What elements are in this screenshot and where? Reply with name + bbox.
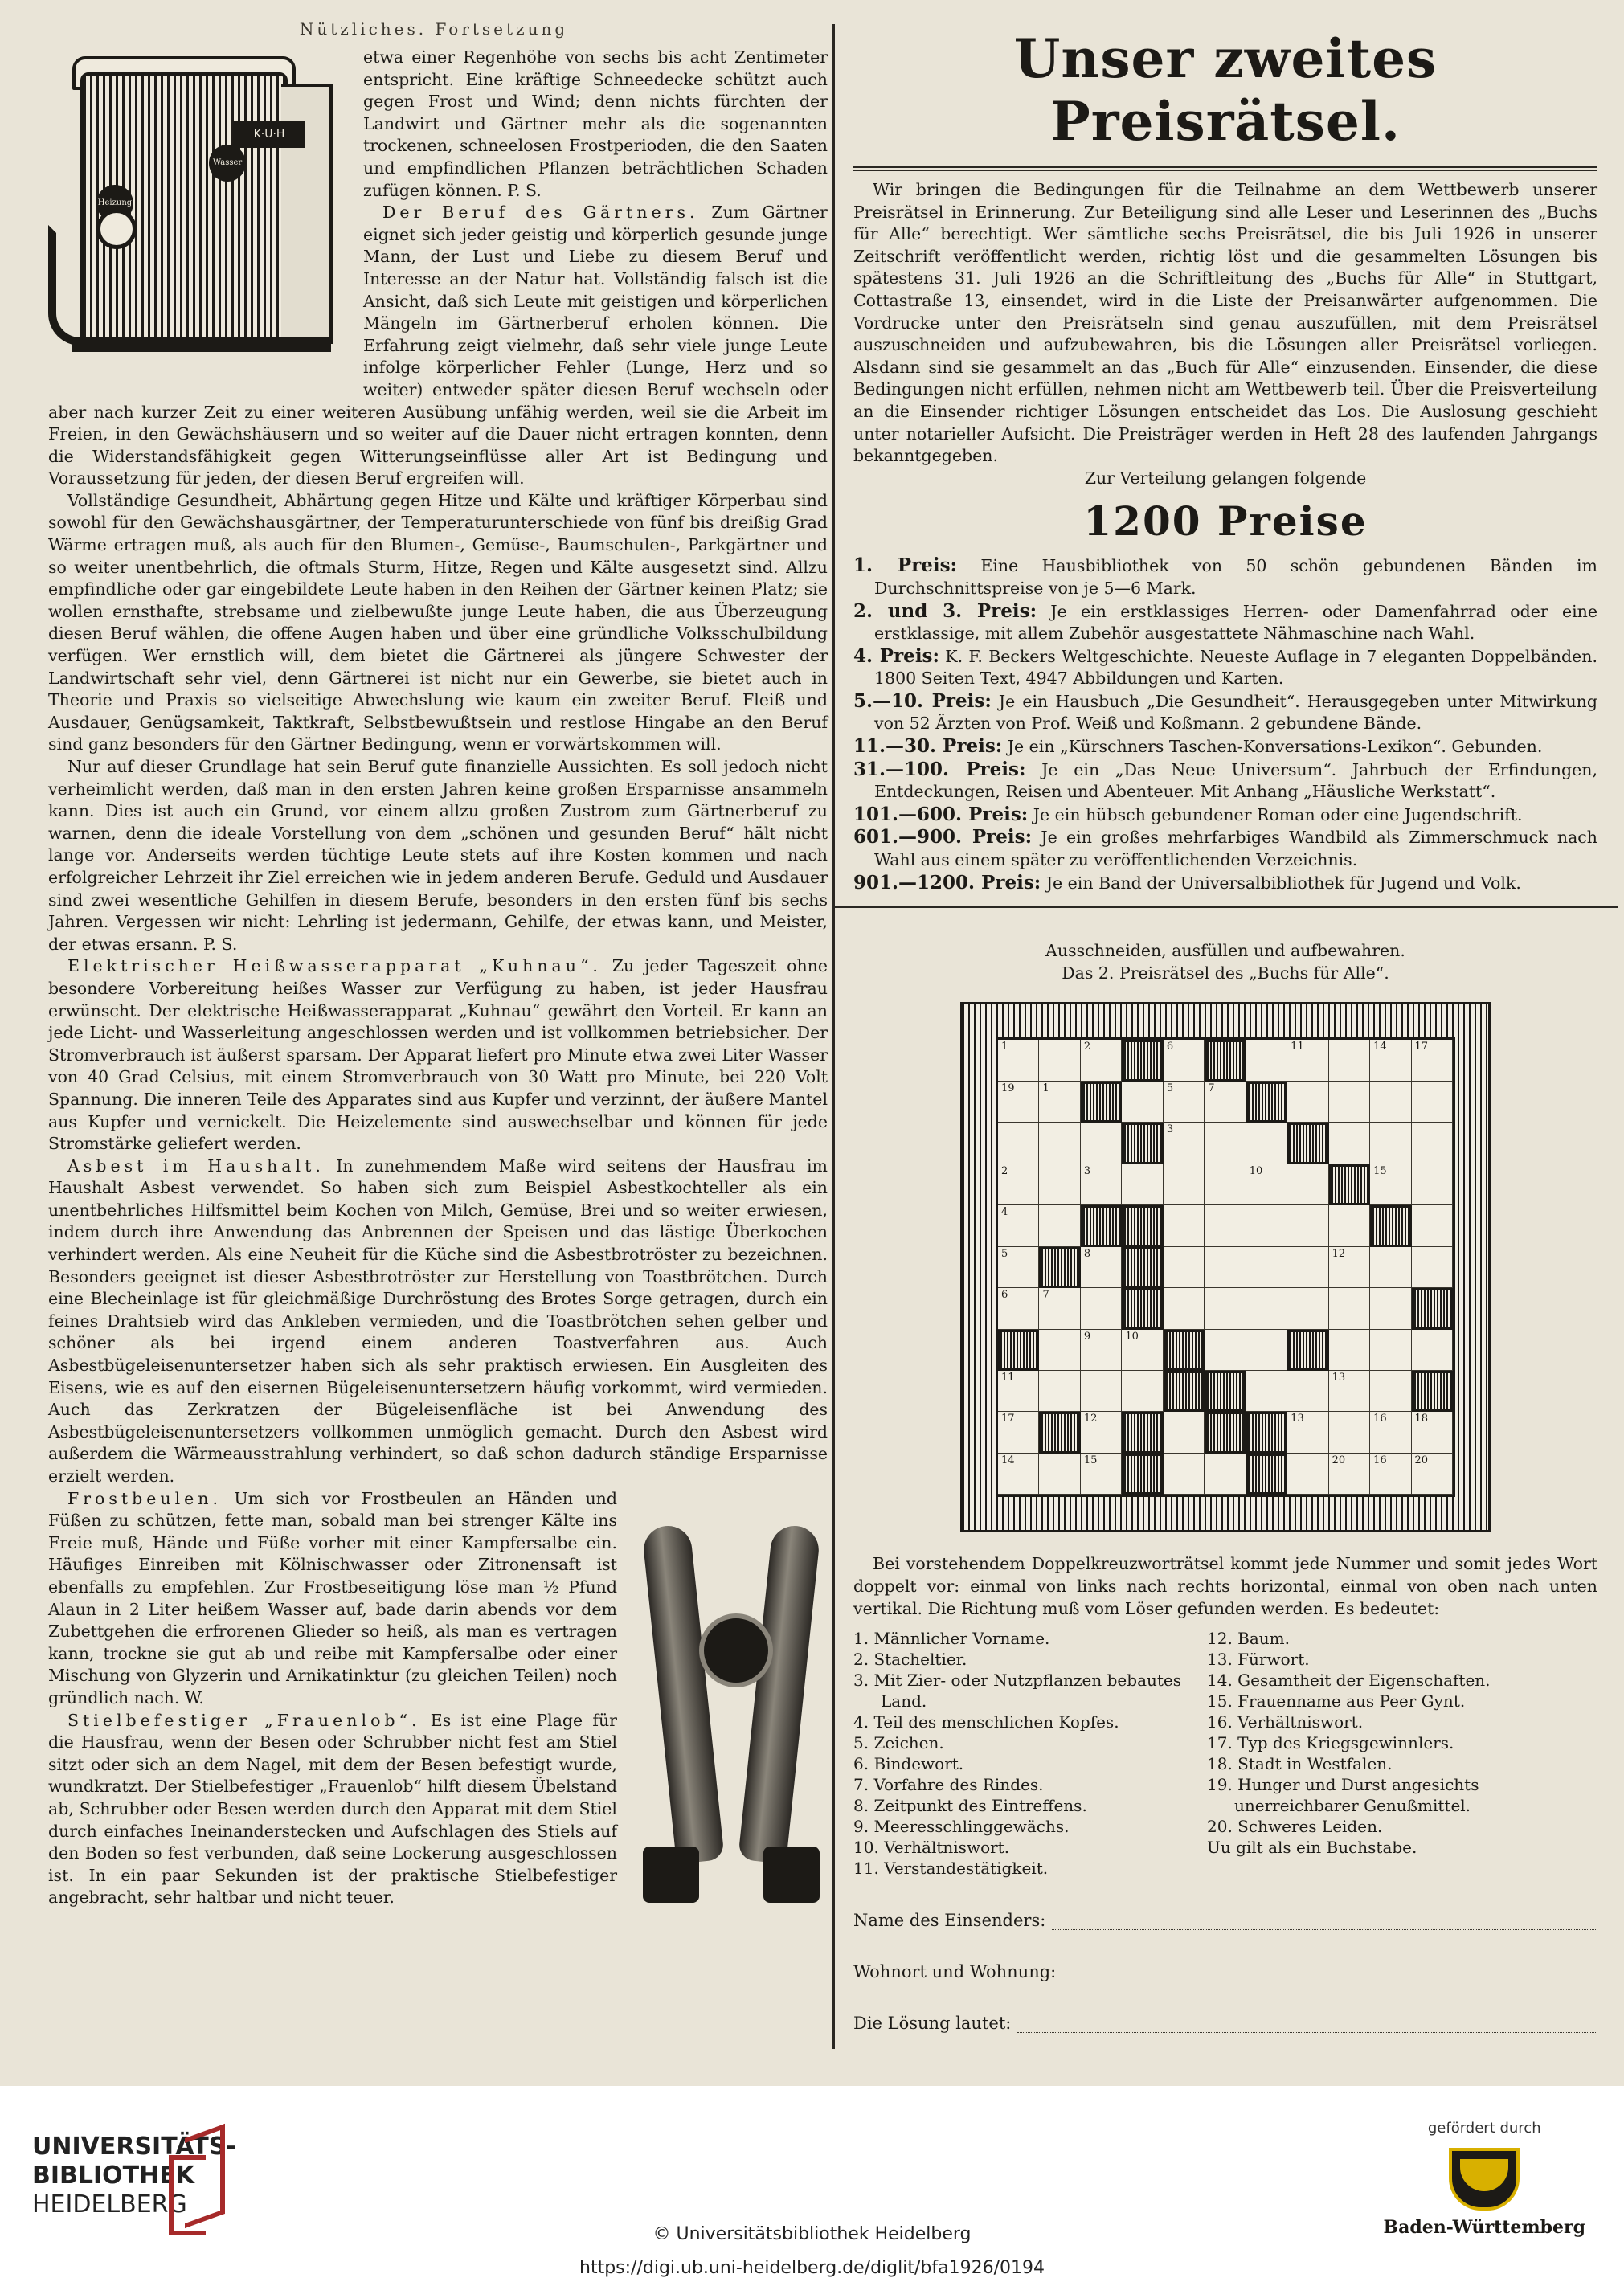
distribution-line: Zur Verteilung gelangen folgende <box>1084 468 1367 488</box>
crossword-black-cell <box>1205 1412 1246 1453</box>
crossword-cell[interactable] <box>1039 1330 1080 1371</box>
form-name-row <box>853 1911 1597 1930</box>
cell-number: 10 <box>1125 1330 1139 1343</box>
prize-frame-rule <box>832 906 1618 908</box>
cell-number: 1 <box>1001 1041 1008 1053</box>
funded-label: gefördert durch <box>1427 2120 1541 2137</box>
crossword-cell[interactable] <box>1412 1205 1453 1246</box>
crossword-cell[interactable] <box>1412 1040 1453 1081</box>
ub-logo-mark-icon <box>169 2131 225 2227</box>
prize-text: Je ein hübsch gebundener Roman oder eine Jugendschrift. <box>1033 804 1523 824</box>
cell-number: 13 <box>1332 1372 1346 1384</box>
prize-label: 2. und 3. Preis: <box>853 599 1037 622</box>
gardener-heading: Der Beruf des Gärtners. <box>382 202 699 223</box>
crossword-cell[interactable] <box>1246 1123 1287 1164</box>
prize-label: 101.—600. Preis: <box>853 803 1029 825</box>
crossword-cell[interactable] <box>1081 1454 1122 1495</box>
crossword-cell[interactable] <box>1205 1123 1246 1164</box>
crossword-cell[interactable] <box>1081 1330 1122 1371</box>
crossword-cell[interactable] <box>1329 1205 1370 1246</box>
clue-item: 1. Männlicher Vorname. <box>853 1629 1050 1649</box>
crossword-black-cell <box>1122 1205 1163 1246</box>
crossword-inner <box>996 1037 1455 1497</box>
cell-number: 17 <box>1001 1413 1015 1425</box>
clue-item: 10. Verhältniswort. <box>853 1838 1010 1858</box>
cell-number: 7 <box>1042 1289 1049 1302</box>
puzzle-instructions: Bei vorstehendem Doppelkreuzworträtsel kommt jede Nummer und somit jedes Wort doppelt vor: einmal von links nach rechts horizontal, einmal von oben nach unten vertikal. Die Richtung muß vom Löser gefunden werden. Es bedeutet: <box>853 1554 1597 1618</box>
crossword-cell[interactable] <box>1412 1247 1453 1288</box>
prize-label: 901.—1200. Preis: <box>853 871 1041 894</box>
form-name-label: Name des Einsenders: <box>853 1911 1046 1931</box>
clue-item: 8. Zeitpunkt des Eintreffens. <box>853 1796 1087 1816</box>
cell-number: 14 <box>1373 1041 1387 1053</box>
crossword-black-cell <box>1122 1247 1163 1288</box>
handle-clamp-illustration <box>635 1493 828 1911</box>
clue-item: 9. Meeresschlinggewächs. <box>853 1817 1070 1837</box>
crossword-cell[interactable] <box>1081 1371 1122 1412</box>
clue-item: 15. Frauenname aus Peer Gynt. <box>1207 1691 1466 1712</box>
prize-item <box>853 826 1597 871</box>
crossword-cell[interactable] <box>1246 1205 1287 1246</box>
cell-number: 11 <box>1001 1372 1015 1384</box>
clamp-foot-right <box>763 1847 820 1903</box>
crossword-cell[interactable] <box>1205 1330 1246 1371</box>
crossword-black-cell <box>1287 1330 1328 1371</box>
cell-number: 4 <box>1001 1206 1008 1219</box>
cell-number: 7 <box>1208 1082 1215 1094</box>
cell-number: 11 <box>1291 1041 1304 1053</box>
prize-item <box>853 690 1597 735</box>
crossword-cell[interactable] <box>1164 1040 1205 1081</box>
prize-text: Je ein Hausbuch „Die Gesundheit“. Herausgegeben unter Mitwirkung von 52 Ärzten von Prof. Weiß und Koßmann. 2 gebundene Bände. <box>874 691 1597 734</box>
cell-number: 12 <box>1332 1247 1346 1260</box>
prize-text: Je ein erstklassiges Herren- oder Damenfahrrad oder eine erstklassige, mit allem Zubehör ausgestattete Nähmaschine nach Wahl. <box>874 601 1597 644</box>
heater-badge-heating: Heizung <box>96 185 133 222</box>
cell-number: 16 <box>1373 1413 1387 1425</box>
cell-number: 15 <box>1373 1164 1387 1177</box>
crossword-black-cell <box>1412 1371 1453 1412</box>
crossword-cell[interactable] <box>1164 1412 1205 1453</box>
crossword-black-cell <box>1122 1040 1163 1081</box>
prize-label: 4. Preis: <box>853 644 939 667</box>
clamp-foot-left <box>643 1847 699 1903</box>
crossword-cell[interactable] <box>1412 1454 1453 1495</box>
column-rule <box>832 24 835 2049</box>
cell-number: 15 <box>1083 1454 1098 1466</box>
crossword-cell[interactable] <box>1287 1205 1328 1246</box>
prize-item <box>853 645 1597 690</box>
running-head: Nützliches. Fortsetzung <box>299 19 569 39</box>
crossword-black-cell <box>1370 1205 1411 1246</box>
crossword-black-cell <box>1412 1288 1453 1329</box>
clue-item: 5. Zeichen. <box>853 1733 944 1753</box>
clue-item: 20. Schweres Leiden. <box>1207 1817 1383 1837</box>
crossword-cell[interactable] <box>1039 1288 1080 1329</box>
clues-right <box>1207 1628 1561 1879</box>
prize-label: 11.—30. Preis: <box>853 735 1003 758</box>
crossword-cell[interactable] <box>1164 1288 1205 1329</box>
heater-base <box>72 337 331 352</box>
crossword-black-cell <box>1205 1040 1246 1081</box>
crossword-cell[interactable] <box>1287 1288 1328 1329</box>
prize-list <box>853 554 1597 894</box>
title-rule <box>853 166 1597 171</box>
crossword-cell[interactable] <box>1164 1123 1205 1164</box>
crossword-cell[interactable] <box>1329 1288 1370 1329</box>
prize-text: Je ein „Kürschners Taschen-Konversations-Lexikon“. Gebunden. <box>1007 737 1543 757</box>
puzzle-caption: Das 2. Preisrätsel des „Buchs für Alle“. <box>1062 963 1389 983</box>
crossword-black-cell <box>1287 1123 1328 1164</box>
crossword-cell[interactable] <box>1122 1164 1163 1205</box>
asbestos-body: In zunehmendem Maße wird seitens der Hausfrau im Haushalt Asbest verwendet. So haben sich zum Beispiel Asbestkochteller als ein unentbehrliches Hilfsmittel beim Kochen von Milch, Gemüse, Brei und so weiter erwiesen, indem durch ihre Anwendung das Anbrennen der Speisen und das lästige Überkochen verhindert werden. Als eine Neuheit für die Küche sind die Asbestbrotröster zu bezeichnen. Besonders geeignet ist dieser Asbestbrotröster zur Herstellung von Toastbrötchen. Durch eine Blecheinlage ist für gleichmäßige Durchröstung des Brotes Sorge getragen, durch ein feines Drahtsieb wird das Ankleben vermieden, und die Toastbrötchen sehen gelber und schöner als bei irgend einem anderen Toastverfahren aus. Auch Asbestbügeleisenuntersetzer haben sich als sehr praktisch erwiesen. Ein Ausgleiten des Eisens, wie es auf den eisernen Bügeleisenuntersetzern häufig vorkommt, wird vermieden. Auch das Zerkratzen der Bügeleisenfläche ist bei Anwendung des Asbestbügeleisenuntersetzers vollkommen unmöglich gemacht. Durch den Asbest wird außerdem die Wärmeausstrahlung verhindert, so daß schon dadurch ständige Ersparnisse erzielt werden. <box>48 1155 828 1486</box>
handle-fastener-body: Es ist eine Plage für die Hausfrau, wenn der Besen oder Schrubber nicht fest am Stiel sitzt oder sich an dem Nagel, mit dem der Besen befestigt wurde, wundkratzt. Der Stielbefestiger „Frauenlob“ hilft diesem Übelstand ab, Schrubber oder Besen werden durch den Apparat mit dem Stiel durch einfaches Ineinanderstecken und Aufschlagen des Stiels auf den Boden so fest verbunden, daß seine Lockerung ausgeschlossen ist. In ein paar Sekunden ist der praktische Stielbefestiger angebracht, sehr haltbar und nicht teuer. <box>48 1710 617 1908</box>
crossword-cell[interactable] <box>1246 1330 1287 1371</box>
crossword-cell[interactable] <box>1329 1330 1370 1371</box>
prize-item <box>853 554 1597 599</box>
clue-item: 3. Mit Zier- oder Nutzpflanzen bebautes Land. <box>853 1671 1182 1712</box>
prize-text: Je ein großes mehrfarbiges Wandbild als Zimmerschmuck nach Wahl aus einem später zu veröffentlichenden Verzeichnis. <box>874 828 1597 870</box>
asbestos-section <box>48 1155 828 1488</box>
clue-item: 14. Gesamtheit der Eigenschaften. <box>1207 1671 1491 1691</box>
crossword-cell[interactable] <box>1412 1123 1453 1164</box>
clamp-arm-left <box>641 1523 725 1864</box>
conditions-text: Wir bringen die Bedingungen für die Teilnahme an dem Wettbewerb unserer Preisrätsel in Erinnerung. Zur Beteiligung sind alle Leser und Leserinnen des „Buchs für Alle“ berechtigt. Wer sämtliche sechs Preisrätsel, die bis Juli 1926 in unserer Zeitschrift veröffentlicht werden, richtig löst und die gesammelten Lösungen bis spätestens 31. Juli 1926 an die Schriftleitung des „Buchs für Alle“ in Stuttgart, Cottastraße 13, einsendet, wird in die Liste der Preisanwärter aufgenommen. Die Vordrucke unter den Preisrätseln sind genau auszufüllen, mit dem Preisrätsel auszuschneiden und aufzubewahren, bis die Lösungen aller Preisrätsel vorliegen. Alsdann sind sie gesammelt an das „Buch für Alle“ einzusenden. Einsender, die diese Bedingungen nicht erfüllen, nehmen nicht am Wettbewerb teil. Über die Preisverteilung an die Einsender richtiger Lösungen entscheidet das Los. Die Auslosung geschieht unter notarieller Aufsicht. Die Preisträger werden in Heft 28 des laufenden Jahrgangs bekanntgegeben. <box>853 180 1597 466</box>
crossword-cell[interactable] <box>998 1040 1039 1081</box>
library-footer <box>0 2086 1624 2277</box>
cell-number: 2 <box>1001 1164 1008 1177</box>
clue-item: Uu gilt als ein Buchstabe. <box>1207 1838 1417 1858</box>
cell-number: 8 <box>1083 1247 1091 1260</box>
crossword-cell[interactable] <box>1246 1288 1287 1329</box>
crossword-cell[interactable] <box>998 1082 1039 1123</box>
crossword-cell[interactable] <box>1329 1412 1370 1453</box>
crossword-cell[interactable] <box>1039 1164 1080 1205</box>
crossword-cell[interactable] <box>998 1288 1039 1329</box>
crossword-cell[interactable] <box>1370 1123 1411 1164</box>
prize-text: K. F. Beckers Weltgeschichte. Neueste Auflage in 7 eleganten Doppelbänden. 1800 Seiten Text, 4947 Abbildungen und Karten. <box>874 646 1597 689</box>
cell-number: 13 <box>1291 1413 1304 1425</box>
crossword-cell[interactable] <box>1370 1288 1411 1329</box>
heater-badge-water: Wasser <box>209 145 246 182</box>
prize-item <box>853 600 1597 645</box>
clue-item: 2. Stacheltier. <box>853 1650 967 1670</box>
crossword-cell[interactable] <box>998 1164 1039 1205</box>
crossword-cell[interactable] <box>1370 1330 1411 1371</box>
prize-label: 5.—10. Preis: <box>853 689 992 712</box>
crossword-cell[interactable] <box>1164 1164 1205 1205</box>
crossword-black-cell <box>1164 1330 1205 1371</box>
crossword-black-cell <box>1081 1205 1122 1246</box>
crossword-cell[interactable] <box>1081 1288 1122 1329</box>
crossword-black-cell <box>1039 1412 1080 1453</box>
heater-heading: Elektrischer Heißwasserapparat „Kuhnau“. <box>67 956 602 976</box>
crossword-cell[interactable] <box>1205 1247 1246 1288</box>
left-column <box>48 47 828 1917</box>
crossword-cell[interactable] <box>1246 1164 1287 1205</box>
crossword-cell[interactable] <box>1205 1164 1246 1205</box>
crossword-black-cell <box>1039 1247 1080 1288</box>
clue-item: 4. Teil des menschlichen Kopfes. <box>853 1712 1119 1732</box>
crossword-cell[interactable] <box>998 1205 1039 1246</box>
form-name-blank <box>1052 1913 1597 1930</box>
crossword-cell[interactable] <box>998 1123 1039 1164</box>
clue-item: 18. Stadt in Westfalen. <box>1207 1754 1393 1774</box>
crossword-black-cell <box>1205 1371 1246 1412</box>
crossword-cell[interactable] <box>1081 1040 1122 1081</box>
clue-item: 6. Bindewort. <box>853 1754 964 1774</box>
crossword-cell[interactable] <box>1329 1454 1370 1495</box>
state-crest-icon <box>1449 2148 1520 2211</box>
cell-number: 20 <box>1414 1454 1429 1466</box>
crossword-cell[interactable] <box>1287 1082 1328 1123</box>
frostbite-heading: Frostbeulen. <box>67 1488 222 1508</box>
clue-list <box>853 1628 1597 1879</box>
clues-left <box>853 1628 1183 1879</box>
crossword-cell[interactable] <box>1412 1082 1453 1123</box>
cell-number: 6 <box>1166 1041 1174 1053</box>
crossword-cell[interactable] <box>1246 1247 1287 1288</box>
finance-paragraph: Nur auf dieser Grundlage hat sein Beruf gute finanzielle Aussichten. Es soll jedoch nicht verheimlicht werden, daß man in den ersten Jahren keine großen Ersparnisse ansammeln kann. Dies ist auch ein Grund, vor einem allzu großen Zustrom zum Gärtnerberuf zu warnen, denn die ideale Vorstellung von dem „schönen und gesunden Beruf“ hält nicht lange vor. Anderseits werden tüchtige Leute stets auf ihre Kosten kommen und nach erfolgreicher Lehrzeit ihr Ziel erreichen wie in jedem anderen Berufe. Geduld und Ausdauer sind zwei wesentliche Gehilfen in diesem Berufe, besonders in den ersten fünf bis sechs Jahren. Vergessen wir nicht: Lehrling ist jedermann, Gehilfe, der etwas kann, und Meister, der etwas ersann. P. S. <box>48 757 828 954</box>
clue-item: 13. Fürwort. <box>1207 1650 1310 1670</box>
cell-number: 3 <box>1166 1123 1174 1136</box>
crossword-cell[interactable] <box>1287 1040 1328 1081</box>
crossword-puzzle <box>960 1002 1491 1532</box>
crossword-cell[interactable] <box>1329 1040 1370 1081</box>
puzzle-title: Unser zweites Preisrätsel. <box>1013 27 1438 153</box>
form-address-row <box>853 1962 1597 1981</box>
crossword-cell[interactable] <box>998 1371 1039 1412</box>
crossword-black-cell <box>1122 1288 1163 1329</box>
prize-label: 1. Preis: <box>853 554 958 577</box>
crossword-cell[interactable] <box>1370 1247 1411 1288</box>
crossword-cell[interactable] <box>998 1454 1039 1495</box>
crossword-black-cell <box>1122 1412 1163 1453</box>
crossword-cell[interactable] <box>1205 1288 1246 1329</box>
crossword-cell[interactable] <box>1039 1454 1080 1495</box>
cell-number: 6 <box>1001 1289 1008 1302</box>
crossword-black-cell <box>1122 1123 1163 1164</box>
clamp-hinge <box>699 1613 773 1687</box>
cell-number: 5 <box>1166 1082 1174 1094</box>
gardener-body: Zum Gärtner eignet sich jeder geistig und körperlich gesunde junge Mann, der Lust und Liebe zu diesem Beruf und Interesse an der Natur hat. Vollständig falsch ist die Ansicht, daß sich Leute mit geistigen und körperlichen Mängeln im Gärtnerberuf erholen können. Die Erfahrung zeigt vielmehr, daß sehr viele junge Leute infolge körperlicher Fehler (Lunge, Herz und so weiter) entweder später diesen Beruf wechseln oder aber nach kurzer Zeit zu einer weiteren Ausübung unfähig werden, weil sie die Arbeit im Freien, in den Gewächshäusern und so weiter auf die Dauer nicht ertragen konnten, denn die Widerstandsfähigkeit gegen Witterungseinflüsse aller Art ist Bedingung und Voraussetzung für jeden, der diesen Beruf ergreifen will. <box>48 202 828 489</box>
prize-item <box>853 759 1597 804</box>
prize-text: Eine Hausbibliothek von 50 schön gebundenen Bänden im Durchschnittspreise von je 5—6 Mark. <box>874 556 1597 598</box>
crossword-cell[interactable] <box>998 1412 1039 1453</box>
crossword-cell[interactable] <box>1081 1123 1122 1164</box>
heater-knob <box>96 209 137 249</box>
crossword-cell[interactable] <box>1164 1454 1205 1495</box>
crossword-cell[interactable] <box>1122 1371 1163 1412</box>
crossword-cell[interactable] <box>1205 1082 1246 1123</box>
clue-item: 12. Baum. <box>1207 1629 1290 1649</box>
asbestos-heading: Asbest im Haushalt. <box>67 1155 325 1176</box>
crossword-cell[interactable] <box>1287 1454 1328 1495</box>
crossword-cell[interactable] <box>1412 1330 1453 1371</box>
prize-item <box>853 804 1597 827</box>
crossword-cell[interactable] <box>1370 1412 1411 1453</box>
crossword-cell[interactable] <box>1329 1082 1370 1123</box>
form-address-blank <box>1062 1965 1597 1981</box>
prize-item <box>853 735 1597 759</box>
crossword-cell[interactable] <box>1370 1040 1411 1081</box>
handle-fastener-heading: Stielbefestiger „Frauenlob“. <box>67 1710 421 1730</box>
clue-item: 16. Verhältniswort. <box>1207 1712 1364 1732</box>
crossword-cell[interactable] <box>1039 1371 1080 1412</box>
crossword-cell[interactable] <box>1039 1082 1080 1123</box>
crossword-cell[interactable] <box>1164 1082 1205 1123</box>
crossword-cell[interactable] <box>1039 1040 1080 1081</box>
crossword-cell[interactable] <box>1287 1164 1328 1205</box>
clue-item: 19. Hunger und Durst angesichts unerreichbarer Genußmittel. <box>1207 1775 1479 1816</box>
cut-out-note: Ausschneiden, ausfüllen und aufbewahren. <box>1045 941 1405 961</box>
prize-item <box>853 872 1597 895</box>
crossword-black-cell <box>1122 1454 1163 1495</box>
crossword-cell[interactable] <box>1329 1247 1370 1288</box>
clamp-arm-right <box>738 1523 821 1864</box>
crossword-cell[interactable] <box>1329 1123 1370 1164</box>
prize-label: 601.—900. Preis: <box>853 826 1033 849</box>
right-column <box>853 24 1597 2033</box>
crossword-cell[interactable] <box>1081 1247 1122 1288</box>
prize-text: Je ein Band der Universalbibliothek für Jugend und Volk. <box>1045 873 1521 893</box>
crossword-black-cell <box>1246 1082 1287 1123</box>
crossword-cell[interactable] <box>1164 1247 1205 1288</box>
prize-text: Je ein „Das Neue Universum“. Jahrbuch der Erfindungen, Entdeckungen, Reisen und Abenteuer. Mit Anhang „Häusliche Werkstatt“. <box>874 759 1597 802</box>
cell-number: 14 <box>1001 1454 1015 1466</box>
heater-spout <box>48 225 153 346</box>
permalink[interactable]: https://digi.ub.uni-heidelberg.de/diglit/bfa1926/0194 <box>579 2258 1045 2278</box>
crossword-cell[interactable] <box>1081 1412 1122 1453</box>
crossword-grid <box>998 1040 1453 1495</box>
crossword-cell[interactable] <box>1412 1164 1453 1205</box>
clue-item: 11. Verstandestätigkeit. <box>853 1859 1049 1879</box>
crossword-cell[interactable] <box>1287 1247 1328 1288</box>
crossword-cell[interactable] <box>1246 1371 1287 1412</box>
prize-label: 31.—100. Preis: <box>853 758 1026 780</box>
crossword-cell[interactable] <box>1205 1454 1246 1495</box>
ub-logo-line-2: BIBLIOTHEK <box>32 2161 194 2190</box>
cell-number: 18 <box>1414 1413 1429 1425</box>
form-solution-blank <box>1017 2016 1597 2033</box>
crossword-cell[interactable] <box>1287 1412 1328 1453</box>
crossword-cell[interactable] <box>1039 1205 1080 1246</box>
clue-item: 17. Typ des Kriegsgewinnlers. <box>1207 1733 1454 1753</box>
form-solution-label: Die Lösung lautet: <box>853 2014 1012 2034</box>
cell-number: 9 <box>1083 1330 1091 1343</box>
cell-number: 10 <box>1249 1164 1263 1177</box>
cell-number: 19 <box>1001 1082 1015 1094</box>
crossword-cell[interactable] <box>1370 1082 1411 1123</box>
crossword-black-cell <box>1081 1082 1122 1123</box>
form-address-label: Wohnort und Wohnung: <box>853 1962 1057 1982</box>
prizes-heading: 1200 Preise <box>1083 497 1368 546</box>
heater-body-text: Zu jeder Tageszeit ohne besondere Vorbereitung heißes Wasser zur Verfügung zu haben, ist jeder Hausfrau erwünscht. Der elektrische Heißwasserapparat „Kuhnau“ gewährt den Vorteil. Er kann an jede Licht- und Wasserleitung angeschlossen werden und ist vollkommen betriebsicher. Der Stromverbrauch ist äußerst sparsam. Der Apparat liefert pro Minute etwa zwei Liter Wasser von 40 Grad Celsius, mit einem Stromverbrauch von 30 Watt pro Minute, bei 220 Volt Spannung. Die inneren Teile des Apparates sind aus Kupfer und verzinnt, der äußere Mantel aus Kupfer und vernickelt. Die Heizelemente sind auswechselbar und können für jede Stromstärke geliefert werden. <box>48 956 828 1154</box>
crossword-cell[interactable] <box>1329 1371 1370 1412</box>
crossword-cell[interactable] <box>1412 1412 1453 1453</box>
crossword-black-cell <box>1246 1454 1287 1495</box>
ub-mark-shape-b <box>185 2124 225 2228</box>
ub-logo-line-3: HEIDELBERG <box>32 2190 187 2219</box>
crossword-cell[interactable] <box>1370 1164 1411 1205</box>
crossword-black-cell <box>998 1330 1039 1371</box>
cell-number: 5 <box>1001 1247 1008 1260</box>
crossword-cell[interactable] <box>1122 1082 1163 1123</box>
crossword-cell[interactable] <box>1370 1454 1411 1495</box>
state-name: Baden-Württemberg <box>1383 2217 1585 2238</box>
crossword-cell[interactable] <box>1370 1371 1411 1412</box>
crossword-black-cell <box>1329 1164 1370 1205</box>
ub-logo-line-1: UNIVERSITÄTS- <box>32 2133 236 2161</box>
heater-section <box>48 955 828 1155</box>
cell-number: 2 <box>1083 1041 1091 1053</box>
heater-logo: K·U·H <box>233 121 305 148</box>
crossword-cell[interactable] <box>1081 1164 1122 1205</box>
copyright-notice: © Universitätsbibliothek Heidelberg <box>652 2224 972 2244</box>
clue-item: 7. Vorfahre des Rindes. <box>853 1775 1044 1795</box>
form-solution-row <box>853 2014 1597 2033</box>
cell-number: 20 <box>1332 1454 1346 1466</box>
crossword-cell[interactable] <box>1287 1371 1328 1412</box>
cell-number: 1 <box>1042 1082 1049 1094</box>
crossword-cell[interactable] <box>1122 1330 1163 1371</box>
crossword-cell[interactable] <box>998 1247 1039 1288</box>
crossword-cell[interactable] <box>1039 1123 1080 1164</box>
crossword-cell[interactable] <box>1246 1040 1287 1081</box>
funding-credit <box>1383 2120 1585 2238</box>
water-heater-illustration <box>48 48 346 386</box>
cell-number: 3 <box>1083 1164 1091 1177</box>
snow-paragraph: etwa einer Regenhöhe von sechs bis acht Zentimeter entspricht. Eine kräftige Schneedecke schützt auch gegen Frost und Wind; denn nichts fürchten der Landwirt und Gärtner mehr als die sogenannten trockenen, schneelosen Frostperioden, die den Saaten und empfindlichen Pflanzen beträchtlichen Schaden zufügen können. P. S. <box>363 47 828 200</box>
cell-number: 16 <box>1373 1454 1387 1466</box>
crossword-black-cell <box>1246 1412 1287 1453</box>
crossword-cell[interactable] <box>1205 1205 1246 1246</box>
cell-number: 12 <box>1083 1413 1098 1425</box>
cell-number: 17 <box>1414 1041 1429 1053</box>
health-paragraph: Vollständige Gesundheit, Abhärtung gegen Hitze und Kälte und kräftiger Körperbau sind sowohl für den Gewächshausgärtner, der Temperaturunterschiede von fünf bis dreißig Grad Wärme ertragen muß, als auch für den Blumen-, Gemüse-, Baumschulen-, Parkgärtner und so weiter unentbehrlich, die oftmals Sturm, Hitze, Regen und Kälte ausgesetzt sind. Allzu empfindliche oder gar eingebildete Leute haben in den Reihen der Gärtner keinen Platz; sie wollen ernsthafte, strebsame und zielbewußte junge Leute haben, die aus Überzeugung diesen Beruf wählen, die offene Augen haben und über eine gründliche Volksschulbildung verfügen. Wer ernstlich will, dem bietet die Gärtnerei als jüngere Schwester der Landwirtschaft sehr viel, denn Gärtnerei ist nicht nur ein Gewerbe, sie bietet auch in Theorie und Praxis so vielseitige Abwechslung wie kaum ein zweiter Beruf. Fleiß und Ausdauer, Genügsamkeit, Taktkraft, Selbstbewußtsein und restlose Hingabe an den Beruf sind ganz besonders für den Gärtner Bedingung, wenn er vorwärtskommen will. <box>48 490 828 755</box>
frostbite-body: Um sich vor Frostbeulen an Händen und Füßen zu schützen, fette man, sobald man bei strenger Kälte ins Freie muß, Hände und Füße vorher mit einer Kampfersalbe ein. Häufiges Einreiben mit Kölnischwasser oder Zitronensaft ist ebenfalls zu empfehlen. Zur Frostbeseitigung löse man ½ Pfund Alaun in 2 Liter heißem Wasser auf, bade darin abends vor dem Zubettgehen die erfrorenen Glieder so heiß, als man es vertragen kann, trockne sie gut ab und reibe mit Kampfersalbe oder einer Mischung von Glyzerin und Arnikatinktur (zu gleichen Teilen) noch gründlich nach. W. <box>48 1488 617 1707</box>
crossword-cell[interactable] <box>1164 1205 1205 1246</box>
crossword-black-cell <box>1164 1371 1205 1412</box>
